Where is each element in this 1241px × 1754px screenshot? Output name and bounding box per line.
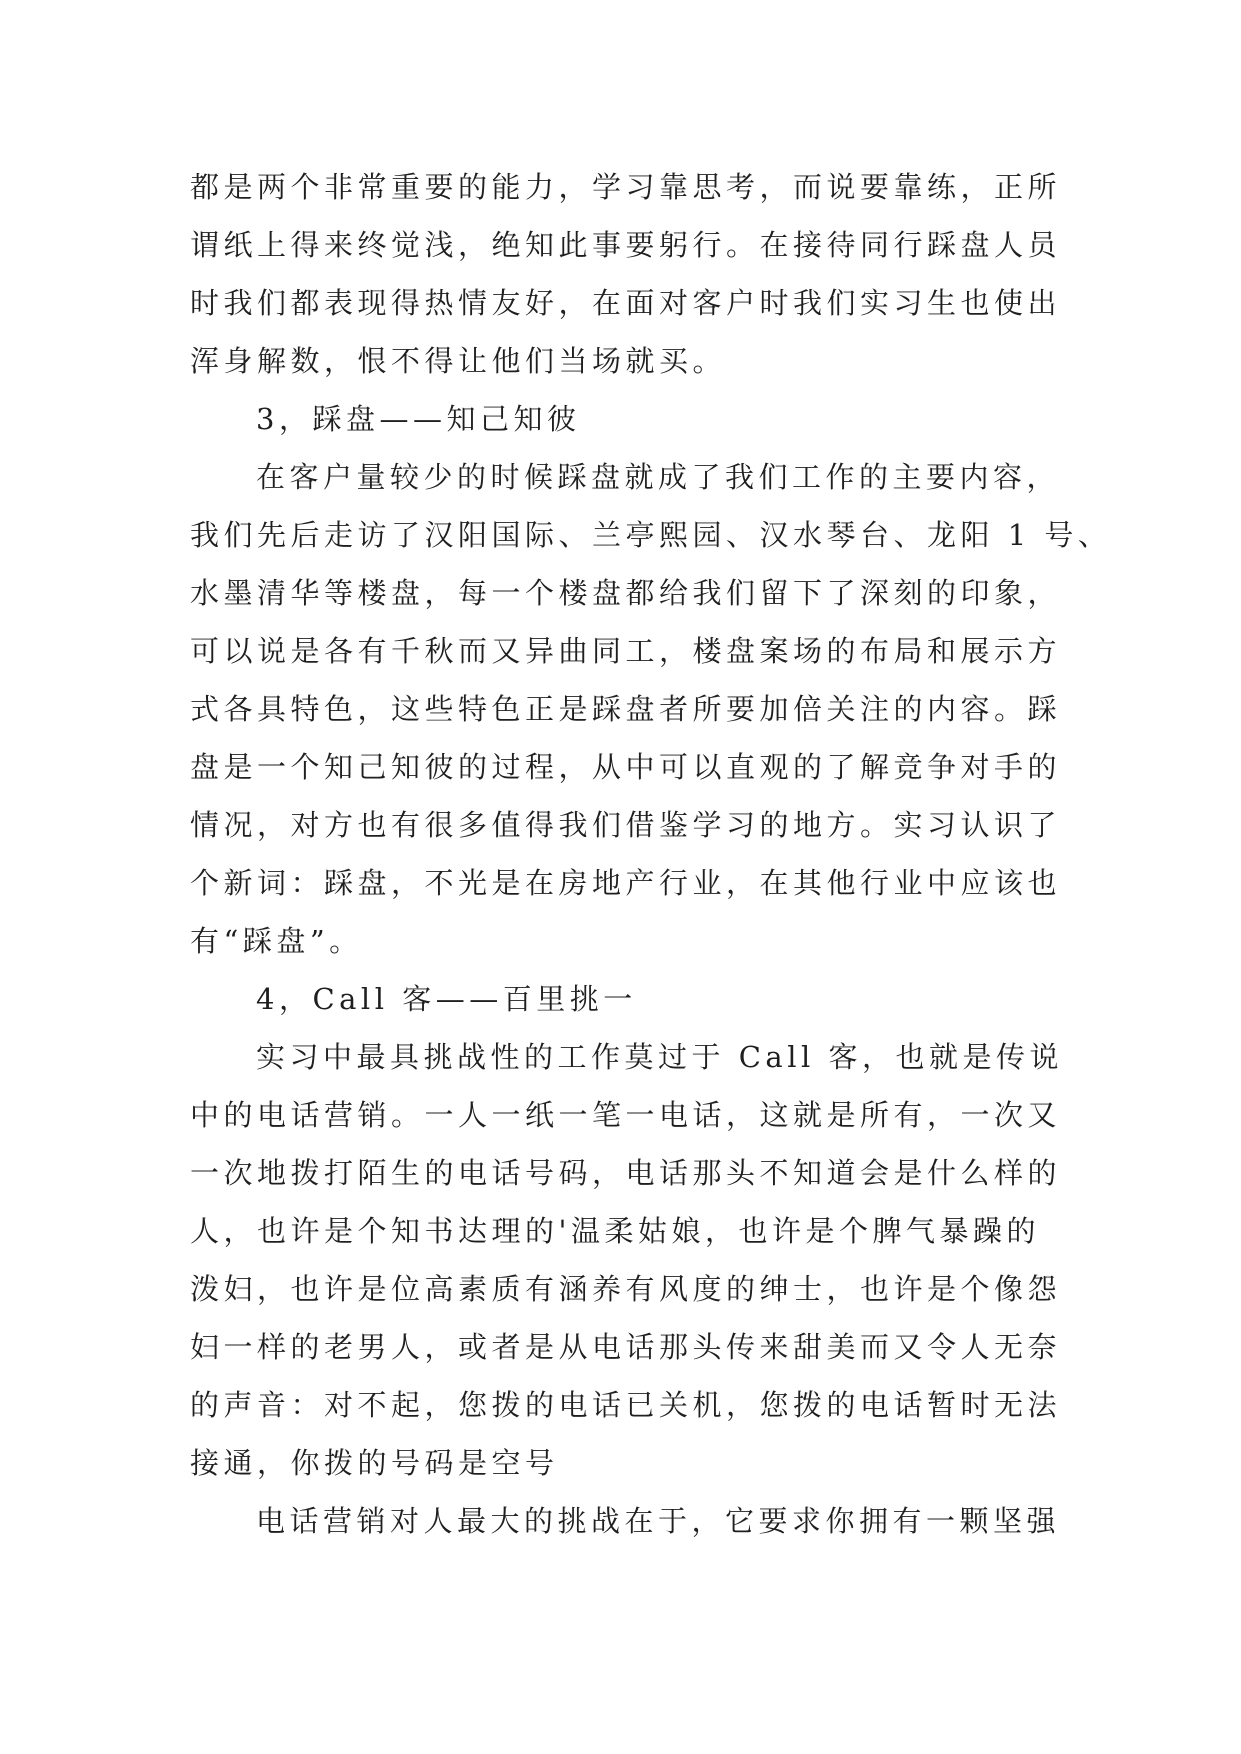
section-heading <box>190 390 1070 448</box>
text-line: 浑身解数，恨不得让他们当场就买。 <box>190 344 727 378</box>
text-line: 情况，对方也有很多值得我们借鉴学习的地方。实习认识了 <box>190 808 1062 842</box>
paragraph <box>190 448 1112 970</box>
text-line: 中的电话营销。一人一纸一笔一电话，这就是所有，一次又 <box>190 1098 1062 1132</box>
document-body <box>190 158 1112 1550</box>
text-line: 的声音：对不起，您拨的电话已关机，您拨的电话暂时无法 <box>190 1388 1062 1422</box>
text-line: 有“踩盘”。 <box>190 924 363 958</box>
text-line: 泼妇，也许是位高素质有涵养有风度的绅士，也许是个像怨 <box>190 1272 1062 1306</box>
text-line: 我们先后走访了汉阳国际、兰亭熙园、汉水琴台、龙阳 1 号、 <box>190 518 1112 552</box>
text-line: 接通，你拨的号码是空号 <box>190 1446 559 1480</box>
text-line: 个新词：踩盘，不光是在房地产行业，在其他行业中应该也 <box>190 866 1062 900</box>
paragraph <box>190 1492 1070 1550</box>
paragraph-continued <box>190 158 1070 390</box>
text-line: 实习中最具挑战性的工作莫过于 Call 客，也就是传说 <box>256 1040 1063 1074</box>
text-line: 人，也许是个知书达理的'温柔姑娘，也许是个脾气暴躁的 <box>190 1214 1040 1248</box>
heading-text: 3，踩盘——知己知彼 <box>256 402 581 436</box>
text-line: 电话营销对人最大的挑战在于，它要求你拥有一颗坚强 <box>256 1504 1061 1538</box>
text-line: 都是两个非常重要的能力，学习靠思考，而说要靠练，正所 <box>190 170 1062 204</box>
text-line: 在客户量较少的时候踩盘就成了我们工作的主要内容， <box>256 460 1061 494</box>
paragraph <box>190 1028 1070 1492</box>
text-line: 式各具特色，这些特色正是踩盘者所要加倍关注的内容。踩 <box>190 692 1062 726</box>
text-line: 盘是一个知己知彼的过程，从中可以直观的了解竞争对手的 <box>190 750 1062 784</box>
text-line: 可以说是各有千秋而又异曲同工，楼盘案场的布局和展示方 <box>190 634 1062 668</box>
text-line: 一次地拨打陌生的电话号码，电话那头不知道会是什么样的 <box>190 1156 1062 1190</box>
heading-text: 4，Call 客——百里挑一 <box>256 982 637 1016</box>
text-line: 时我们都表现得热情友好，在面对客户时我们实习生也使出 <box>190 286 1062 320</box>
text-line: 谓纸上得来终觉浅，绝知此事要躬行。在接待同行踩盘人员 <box>190 228 1062 262</box>
section-heading <box>190 970 1070 1028</box>
text-line: 水墨清华等楼盘，每一个楼盘都给我们留下了深刻的印象， <box>190 576 1062 610</box>
text-line: 妇一样的老男人，或者是从电话那头传来甜美而又令人无奈 <box>190 1330 1062 1364</box>
